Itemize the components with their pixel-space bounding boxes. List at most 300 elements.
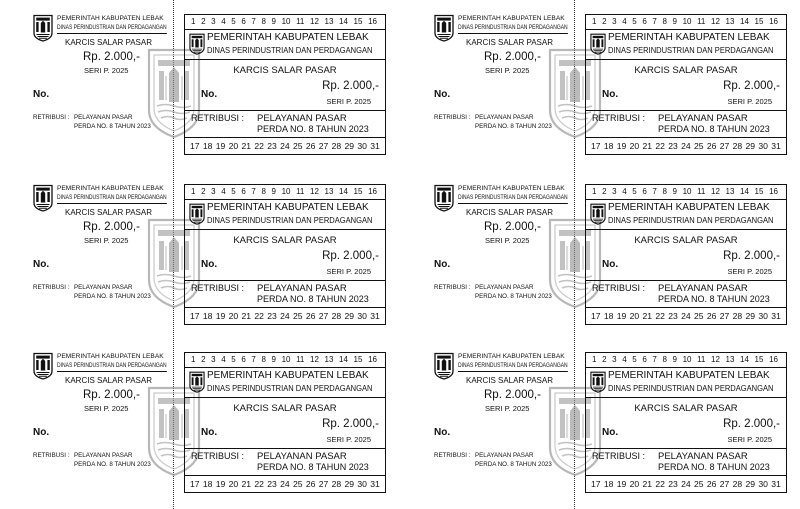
day-number: 29 — [344, 310, 355, 321]
day-number: 30 — [357, 310, 367, 321]
day-number: 12 — [310, 355, 319, 364]
day-number: 7 — [251, 355, 256, 364]
day-number: 9 — [672, 355, 677, 364]
main-header — [586, 200, 786, 230]
day-number: 22 — [254, 310, 264, 321]
main-regulation: PERDA NO. 8 TAHUN 2023 — [257, 462, 369, 472]
day-number: 21 — [642, 140, 653, 151]
stub-ticket-title: KARCIS SALAR PASAR — [466, 376, 553, 385]
day-number: 17 — [190, 140, 200, 151]
day-numbers-top — [586, 353, 786, 368]
day-number: 29 — [344, 478, 355, 489]
day-number: 8 — [662, 355, 667, 364]
day-number: 10 — [281, 187, 291, 196]
stub-price: Rp. 2.000,- — [83, 389, 140, 401]
main-levy — [185, 111, 385, 138]
main-header — [185, 30, 385, 60]
day-number: 14 — [740, 355, 749, 364]
ticket-main — [184, 352, 386, 493]
stub-series: SERI P. 2025 — [84, 66, 129, 75]
stub-levy-label: RETRIBUSI : — [33, 114, 70, 121]
day-numbers-top — [185, 353, 385, 368]
day-number: 13 — [725, 355, 735, 364]
day-numbers-top — [185, 15, 385, 30]
day-number: 20 — [228, 478, 239, 489]
day-number: 30 — [758, 310, 768, 321]
main-number-label: No. — [602, 89, 619, 100]
day-number: 18 — [202, 478, 213, 489]
day-number: 31 — [771, 140, 781, 151]
day-number: 18 — [603, 140, 614, 151]
day-number: 4 — [221, 17, 226, 26]
stub-government-name: PEMERINTAH KABUPATEN LEBAK — [57, 15, 164, 22]
stub-series: SERI P. 2025 — [485, 66, 530, 75]
day-number: 2 — [602, 17, 607, 26]
main-series: SERI P. 2025 — [326, 97, 371, 106]
main-government-name: PEMERINTAH KABUPATEN LEBAK — [608, 32, 770, 43]
stub-levy-service: PELAYANAN PASAR — [74, 114, 133, 121]
day-number: 10 — [281, 17, 291, 26]
stub-levy-service: PELAYANAN PASAR — [74, 284, 133, 291]
ticket-main — [184, 184, 386, 325]
market-ticket — [0, 338, 400, 498]
main-price: Rp. 2.000,- — [723, 80, 780, 92]
day-number: 24 — [681, 478, 691, 489]
ticket-main — [585, 184, 787, 325]
day-number: 21 — [642, 310, 653, 321]
stub-government-name: PEMERINTAH KABUPATEN LEBAK — [458, 15, 565, 22]
main-government-name: PEMERINTAH KABUPATEN LEBAK — [207, 32, 369, 43]
stub-number-label: No. — [434, 259, 451, 270]
day-number: 27 — [719, 140, 730, 151]
main-agency-name: DINAS PERINDUSTRIAN DAN PERDAGANGAN — [207, 45, 373, 55]
day-number: 28 — [331, 310, 342, 321]
main-levy — [185, 281, 385, 308]
lebak-emblem-icon — [189, 33, 205, 55]
day-numbers-bottom — [586, 138, 786, 154]
main-levy — [586, 449, 786, 476]
stub-ticket-title: KARCIS SALAR PASAR — [466, 38, 553, 47]
day-number: 5 — [231, 187, 236, 196]
stub-levy-label: RETRIBUSI : — [434, 114, 471, 121]
day-number: 26 — [305, 478, 316, 489]
day-number: 10 — [682, 187, 692, 196]
main-agency-name: DINAS PERINDUSTRIAN DAN PERDAGANGAN — [608, 383, 774, 393]
day-number: 17 — [591, 478, 601, 489]
main-header — [586, 368, 786, 398]
day-number: 1 — [592, 187, 597, 196]
stub-price: Rp. 2.000,- — [83, 221, 140, 233]
main-price: Rp. 2.000,- — [723, 250, 780, 262]
day-number: 16 — [368, 187, 377, 196]
lebak-emblem-icon — [590, 203, 606, 225]
day-number: 28 — [732, 140, 743, 151]
stub-ticket-title: KARCIS SALAR PASAR — [65, 208, 152, 217]
day-number: 2 — [201, 187, 206, 196]
stub-regulation: PERDA NO. 8 TAHUN 2023 — [475, 293, 552, 300]
main-agency-name: DINAS PERINDUSTRIAN DAN PERDAGANGAN — [207, 383, 373, 393]
day-number: 4 — [221, 355, 226, 364]
day-number: 30 — [758, 478, 768, 489]
stub-levy-label: RETRIBUSI : — [434, 452, 471, 459]
day-number: 15 — [754, 355, 764, 364]
day-number: 11 — [296, 187, 305, 196]
main-ticket-title: KARCIS SALAR PASAR — [634, 235, 738, 246]
day-number: 11 — [296, 355, 305, 364]
day-number: 9 — [672, 17, 677, 26]
main-levy-label: RETRIBUSI : — [592, 283, 646, 293]
day-numbers-top — [586, 15, 786, 30]
day-numbers-bottom — [586, 308, 786, 324]
ticket-main — [585, 14, 787, 155]
day-numbers-top — [586, 185, 786, 200]
day-number: 10 — [682, 355, 692, 364]
day-number: 1 — [592, 355, 597, 364]
stub-agency-name: DINAS PERINDUSTRIAN DAN PERDAGANGAN — [57, 25, 167, 34]
day-number: 14 — [339, 187, 348, 196]
day-number: 3 — [612, 17, 617, 26]
day-number: 4 — [221, 187, 226, 196]
day-number: 12 — [310, 187, 319, 196]
day-number: 15 — [754, 17, 764, 26]
stub-regulation: PERDA NO. 8 TAHUN 2023 — [74, 293, 151, 300]
stub-levy-service: PELAYANAN PASAR — [475, 284, 534, 291]
day-number: 25 — [694, 310, 704, 321]
day-number: 22 — [254, 140, 264, 151]
day-number: 12 — [711, 187, 720, 196]
day-number: 28 — [331, 478, 342, 489]
main-levy-service: PELAYANAN PASAR — [257, 113, 347, 124]
day-number: 25 — [694, 478, 704, 489]
day-number: 3 — [612, 187, 617, 196]
day-number: 23 — [267, 140, 277, 151]
main-ticket-title: KARCIS SALAR PASAR — [233, 235, 337, 246]
market-ticket — [401, 0, 800, 160]
day-number: 22 — [655, 478, 665, 489]
lebak-emblem-icon — [434, 352, 454, 380]
main-levy-service: PELAYANAN PASAR — [257, 283, 347, 294]
market-ticket — [401, 170, 800, 330]
main-ticket-title: KARCIS SALAR PASAR — [634, 403, 738, 414]
stub-number-label: No. — [434, 427, 451, 438]
day-number: 16 — [368, 355, 377, 364]
main-number-label: No. — [602, 427, 619, 438]
day-number: 6 — [642, 355, 647, 364]
day-number: 1 — [592, 17, 597, 26]
stub-agency-name: DINAS PERINDUSTRIAN DAN PERDAGANGAN — [458, 363, 568, 372]
day-numbers-top — [185, 185, 385, 200]
day-number: 31 — [370, 140, 380, 151]
main-series: SERI P. 2025 — [727, 435, 772, 444]
day-number: 2 — [201, 355, 206, 364]
main-regulation: PERDA NO. 8 TAHUN 2023 — [658, 124, 770, 134]
main-price: Rp. 2.000,- — [723, 418, 780, 430]
stub-series: SERI P. 2025 — [84, 404, 129, 413]
day-number: 6 — [241, 187, 246, 196]
day-number: 7 — [652, 355, 657, 364]
day-number: 23 — [267, 310, 277, 321]
stub-government-name: PEMERINTAH KABUPATEN LEBAK — [458, 353, 565, 360]
stub-agency-name: DINAS PERINDUSTRIAN DAN PERDAGANGAN — [57, 363, 167, 372]
main-levy — [586, 281, 786, 308]
main-number-label: No. — [201, 427, 218, 438]
day-number: 27 — [318, 140, 329, 151]
main-body — [185, 230, 385, 281]
day-number: 18 — [603, 478, 614, 489]
main-series: SERI P. 2025 — [326, 435, 371, 444]
main-number-label: No. — [602, 259, 619, 270]
main-agency-name: DINAS PERINDUSTRIAN DAN PERDAGANGAN — [608, 45, 774, 55]
day-number: 16 — [769, 355, 778, 364]
day-number: 7 — [652, 17, 657, 26]
main-agency-name: DINAS PERINDUSTRIAN DAN PERDAGANGAN — [608, 215, 774, 225]
main-levy — [586, 111, 786, 138]
day-number: 15 — [754, 187, 764, 196]
day-number: 14 — [339, 17, 348, 26]
stub-number-label: No. — [33, 89, 50, 100]
day-number: 11 — [697, 187, 706, 196]
day-number: 23 — [668, 478, 678, 489]
stub-agency-name: DINAS PERINDUSTRIAN DAN PERDAGANGAN — [57, 195, 167, 204]
day-number: 21 — [642, 478, 653, 489]
main-regulation: PERDA NO. 8 TAHUN 2023 — [257, 294, 369, 304]
day-number: 29 — [745, 140, 756, 151]
day-number: 26 — [706, 140, 717, 151]
ticket-main — [184, 14, 386, 155]
day-number: 9 — [271, 17, 276, 26]
day-number: 3 — [211, 17, 216, 26]
day-number: 31 — [370, 478, 380, 489]
main-levy-label: RETRIBUSI : — [191, 451, 245, 461]
day-number: 21 — [241, 140, 252, 151]
day-number: 15 — [353, 355, 363, 364]
day-number: 26 — [706, 310, 717, 321]
stub-series: SERI P. 2025 — [485, 236, 530, 245]
day-number: 5 — [632, 187, 637, 196]
ticket-main — [585, 352, 787, 493]
day-number: 25 — [293, 140, 303, 151]
main-number-label: No. — [201, 89, 218, 100]
day-number: 6 — [642, 17, 647, 26]
day-number: 26 — [706, 478, 717, 489]
stub-levy-label: RETRIBUSI : — [434, 284, 471, 291]
day-number: 8 — [261, 355, 266, 364]
main-series: SERI P. 2025 — [727, 97, 772, 106]
day-number: 23 — [668, 310, 678, 321]
day-number: 27 — [719, 310, 730, 321]
stub-ticket-title: KARCIS SALAR PASAR — [65, 376, 152, 385]
day-number: 30 — [758, 140, 768, 151]
day-number: 22 — [254, 478, 264, 489]
day-number: 27 — [719, 478, 730, 489]
day-number: 12 — [711, 17, 720, 26]
stub-series: SERI P. 2025 — [485, 404, 530, 413]
main-levy-service: PELAYANAN PASAR — [658, 451, 748, 462]
day-number: 5 — [632, 355, 637, 364]
day-number: 7 — [652, 187, 657, 196]
lebak-emblem-icon — [590, 371, 606, 393]
day-number: 14 — [740, 187, 749, 196]
day-number: 21 — [241, 310, 252, 321]
stub-series: SERI P. 2025 — [84, 236, 129, 245]
stub-regulation: PERDA NO. 8 TAHUN 2023 — [475, 123, 552, 130]
day-number: 16 — [769, 187, 778, 196]
day-number: 13 — [324, 187, 334, 196]
main-regulation: PERDA NO. 8 TAHUN 2023 — [658, 462, 770, 472]
day-number: 20 — [629, 140, 640, 151]
stub-levy-label: RETRIBUSI : — [33, 452, 70, 459]
stub-regulation: PERDA NO. 8 TAHUN 2023 — [74, 123, 151, 130]
day-number: 31 — [771, 478, 781, 489]
day-number: 13 — [324, 17, 334, 26]
stub-levy-service: PELAYANAN PASAR — [475, 452, 534, 459]
main-levy-service: PELAYANAN PASAR — [658, 113, 748, 124]
market-ticket — [401, 338, 800, 498]
day-number: 29 — [344, 140, 355, 151]
day-number: 23 — [267, 478, 277, 489]
day-number: 6 — [241, 17, 246, 26]
main-regulation: PERDA NO. 8 TAHUN 2023 — [658, 294, 770, 304]
day-number: 10 — [682, 17, 692, 26]
day-number: 17 — [190, 478, 200, 489]
day-number: 31 — [771, 310, 781, 321]
main-ticket-title: KARCIS SALAR PASAR — [634, 65, 738, 76]
day-number: 2 — [602, 355, 607, 364]
main-body — [185, 60, 385, 111]
day-number: 25 — [694, 140, 704, 151]
main-levy-service: PELAYANAN PASAR — [257, 451, 347, 462]
day-number: 30 — [357, 140, 367, 151]
day-number: 5 — [231, 355, 236, 364]
day-number: 4 — [622, 187, 627, 196]
day-number: 8 — [261, 17, 266, 26]
day-number: 20 — [629, 310, 640, 321]
stub-government-name: PEMERINTAH KABUPATEN LEBAK — [458, 185, 565, 192]
stub-levy-service: PELAYANAN PASAR — [74, 452, 133, 459]
market-ticket — [0, 170, 400, 330]
day-number: 8 — [261, 187, 266, 196]
main-ticket-title: KARCIS SALAR PASAR — [233, 403, 337, 414]
day-number: 7 — [251, 17, 256, 26]
main-agency-name: DINAS PERINDUSTRIAN DAN PERDAGANGAN — [207, 215, 373, 225]
lebak-emblem-icon — [189, 203, 205, 225]
day-number: 11 — [697, 355, 706, 364]
day-number: 18 — [202, 140, 213, 151]
day-number: 1 — [191, 17, 196, 26]
day-number: 27 — [318, 478, 329, 489]
day-number: 19 — [215, 140, 226, 151]
stub-number-label: No. — [33, 427, 50, 438]
stub-ticket-title: KARCIS SALAR PASAR — [65, 38, 152, 47]
day-numbers-bottom — [185, 138, 385, 154]
day-number: 24 — [280, 140, 290, 151]
day-number: 22 — [655, 310, 665, 321]
day-number: 19 — [215, 478, 226, 489]
day-number: 19 — [616, 140, 627, 151]
day-number: 22 — [655, 140, 665, 151]
day-number: 10 — [281, 355, 291, 364]
day-number: 3 — [211, 355, 216, 364]
main-government-name: PEMERINTAH KABUPATEN LEBAK — [207, 202, 369, 213]
day-number: 16 — [368, 17, 377, 26]
day-number: 13 — [725, 17, 735, 26]
main-levy-label: RETRIBUSI : — [592, 451, 646, 461]
main-body — [586, 398, 786, 449]
lebak-emblem-icon — [590, 33, 606, 55]
day-number: 7 — [251, 187, 256, 196]
day-number: 3 — [612, 355, 617, 364]
lebak-emblem-icon — [33, 184, 53, 212]
day-number: 23 — [668, 140, 678, 151]
day-number: 11 — [296, 17, 305, 26]
day-number: 5 — [632, 17, 637, 26]
day-number: 24 — [681, 310, 691, 321]
day-number: 12 — [711, 355, 720, 364]
day-number: 16 — [769, 17, 778, 26]
day-number: 1 — [191, 187, 196, 196]
day-number: 11 — [697, 17, 706, 26]
main-series: SERI P. 2025 — [727, 267, 772, 276]
day-number: 24 — [280, 310, 290, 321]
main-price: Rp. 2.000,- — [322, 80, 379, 92]
main-government-name: PEMERINTAH KABUPATEN LEBAK — [608, 202, 770, 213]
main-header — [586, 30, 786, 60]
stub-government-name: PEMERINTAH KABUPATEN LEBAK — [57, 185, 164, 192]
main-regulation: PERDA NO. 8 TAHUN 2023 — [257, 124, 369, 134]
day-number: 2 — [602, 187, 607, 196]
day-number: 20 — [629, 478, 640, 489]
day-number: 6 — [241, 355, 246, 364]
day-number: 6 — [642, 187, 647, 196]
stub-price: Rp. 2.000,- — [484, 389, 541, 401]
main-body — [185, 398, 385, 449]
lebak-emblem-icon — [434, 14, 454, 42]
day-number: 13 — [324, 355, 334, 364]
day-number: 30 — [357, 478, 367, 489]
day-number: 29 — [745, 478, 756, 489]
day-numbers-bottom — [185, 476, 385, 492]
day-numbers-bottom — [586, 476, 786, 492]
stub-agency-name: DINAS PERINDUSTRIAN DAN PERDAGANGAN — [458, 195, 568, 204]
day-number: 27 — [318, 310, 329, 321]
main-number-label: No. — [201, 259, 218, 270]
lebak-emblem-icon — [189, 371, 205, 393]
day-number: 14 — [339, 355, 348, 364]
day-number: 5 — [231, 17, 236, 26]
day-number: 8 — [662, 17, 667, 26]
main-series: SERI P. 2025 — [326, 267, 371, 276]
day-number: 20 — [228, 310, 239, 321]
day-number: 15 — [353, 17, 363, 26]
stub-regulation: PERDA NO. 8 TAHUN 2023 — [475, 461, 552, 468]
stub-number-label: No. — [434, 89, 451, 100]
day-number: 25 — [293, 478, 303, 489]
day-number: 31 — [370, 310, 380, 321]
main-levy-label: RETRIBUSI : — [191, 113, 245, 123]
main-ticket-title: KARCIS SALAR PASAR — [233, 65, 337, 76]
day-number: 28 — [331, 140, 342, 151]
day-number: 8 — [662, 187, 667, 196]
day-number: 17 — [591, 140, 601, 151]
lebak-emblem-icon — [434, 184, 454, 212]
day-number: 26 — [305, 310, 316, 321]
day-number: 3 — [211, 187, 216, 196]
lebak-emblem-icon — [33, 14, 53, 42]
stub-government-name: PEMERINTAH KABUPATEN LEBAK — [57, 353, 164, 360]
day-number: 9 — [672, 187, 677, 196]
day-number: 4 — [622, 355, 627, 364]
stub-price: Rp. 2.000,- — [83, 51, 140, 63]
